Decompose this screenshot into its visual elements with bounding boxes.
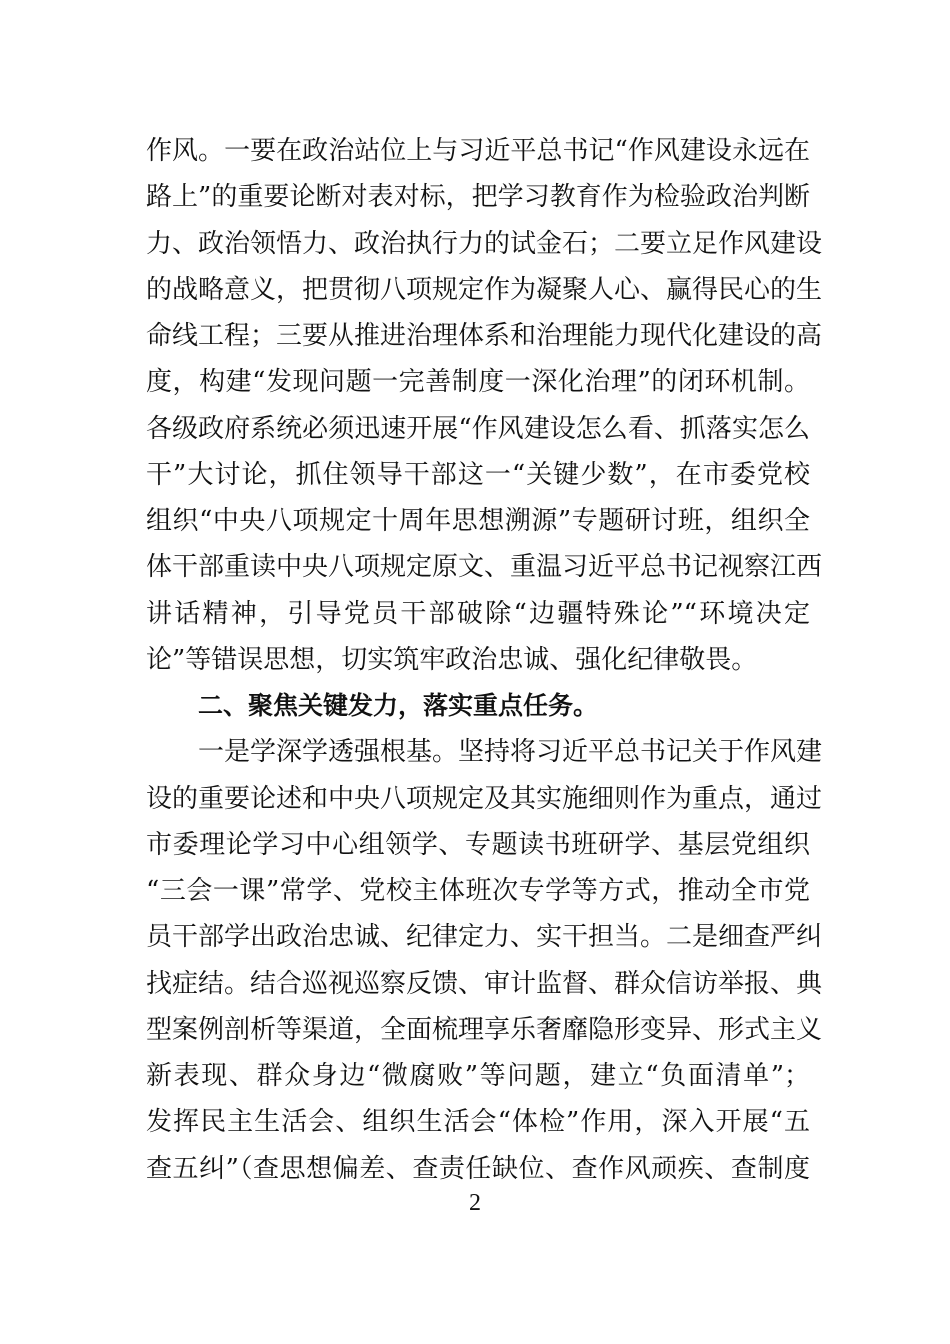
text-line: 型案例剖析等渠道，全面梳理享乐奢靡隐形变异、形式主义 (146, 1014, 823, 1045)
text-line: 干”大讨论，抓住领导干部这一“关键少数”，在市委党校 (146, 459, 810, 490)
page-number: 2 (469, 1190, 481, 1216)
text-line: 各级政府系统必须迅速开展“作风建设怎么看、抓落实怎么 (146, 413, 810, 444)
text-line: 体干部重读中央八项规定原文、重温习近平总书记视察江西 (146, 552, 823, 583)
text-line: 员干部学出政治忠诚、纪律定力、实干担当。二是细查严纠 (146, 922, 823, 953)
paragraph-first-line: 一是学深学透强根基。坚持将习近平总书记关于作风建 (198, 737, 823, 768)
text-line: 命线工程；三要从推进治理体系和治理能力现代化建设的高 (146, 321, 823, 351)
text-line: 组织“中央八项规定十周年思想溯源”专题研讨班，组织全 (146, 506, 810, 536)
text-line: 新表现、群众身边“微腐败”等问题，建立“负面清单”； (146, 1061, 810, 1091)
text-line: 发挥民主生活会、组织生活会“体检”作用，深入开展“五 (146, 1107, 810, 1138)
text-line: 作风。一要在政治站位上与习近平总书记“作风建设永远在 (146, 136, 810, 166)
text-line: 度，构建“发现问题一完善制度一深化治理”的闭环机制。 (146, 367, 810, 398)
text-line: “三会一课”常学、党校主体班次专学等方式，推动全市党 (146, 876, 810, 906)
text-line: 设的重要论述和中央八项规定及其实施细则作为重点，通过 (146, 783, 823, 814)
body-text (146, 128, 823, 1192)
section-heading: 二、聚焦关键发力，落实重点任务。 (198, 691, 599, 720)
text-line: 查五纠”（查思想偏差、查责任缺位、查作风顽疾、查制度 (146, 1153, 810, 1184)
text-line: 论”等错误思想，切实筑牢政治忠诚、强化纪律敬畏。 (146, 644, 758, 675)
text-line: 找症结。结合巡视巡察反馈、审计监督、群众信访举报、典 (146, 968, 823, 999)
text-line: 力、政治领悟力、政治执行力的试金石；二要立足作风建设 (146, 228, 823, 259)
text-line: 市委理论学习中心组领学、专题读书班研学、基层党组织 (146, 829, 810, 860)
text-line: 讲话精神，引导党员干部破除“边疆特殊论”“环境决定 (146, 598, 810, 629)
text-line: 路上”的重要论断对表对标，把学习教育作为检验政治判断 (146, 182, 810, 213)
text-line: 的战略意义，把贯彻八项规定作为凝聚人心、赢得民心的生 (146, 274, 823, 305)
